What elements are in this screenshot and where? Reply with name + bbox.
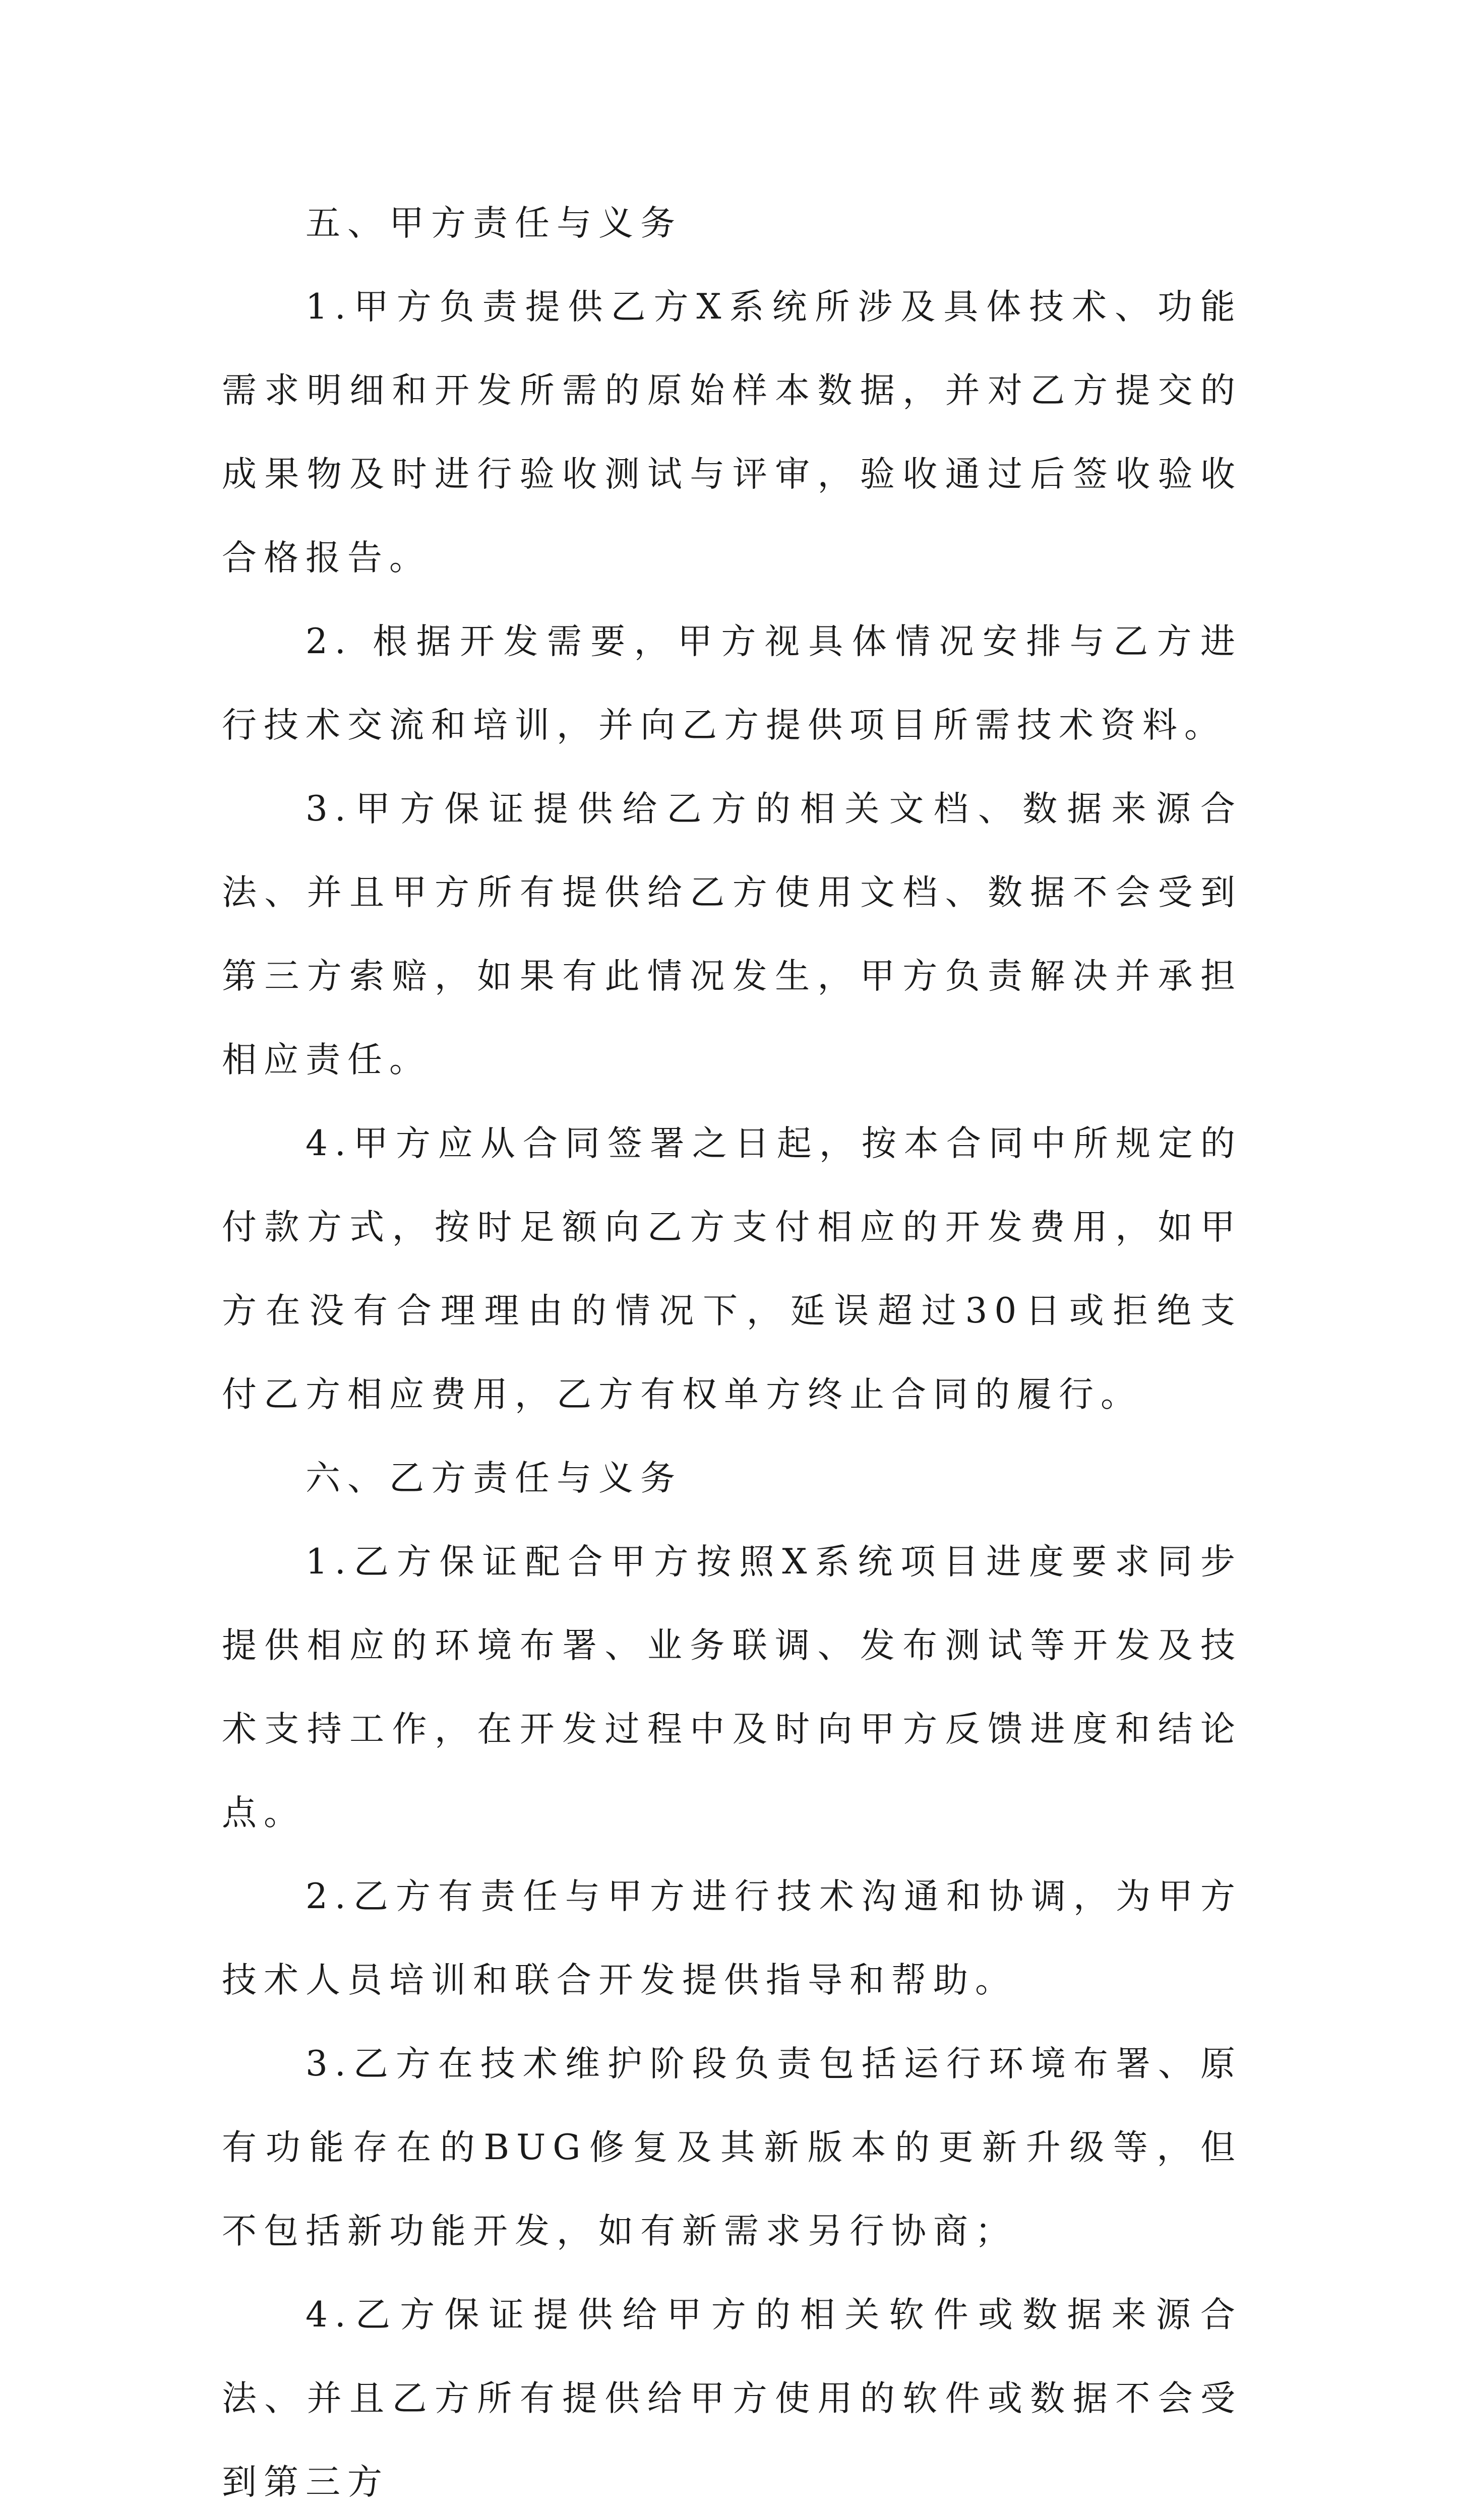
party-a-clause-1: 1.甲方负责提供乙方X系统所涉及具体技术、功能需求明细和开发所需的原始样本数据，并对乙方提交的成果物及时进行验收测试与评审，验收通过后签收验收合格报告。 [222, 287, 1242, 578]
party-b-clause-3: 3.乙方在技术维护阶段负责包括运行环境布署、原有功能存在的BUG修复及其新版本的更新升级等，但不包括新功能开发，如有新需求另行协商； [222, 2044, 1242, 2251]
party-a-clause-2: 2. 根据开发需要，甲方视具体情况安排与乙方进行技术交流和培训，并向乙方提供项目所需技术资料。 [222, 621, 1242, 745]
section-heading-party-b-duties: 六、乙方责任与义务 [306, 1458, 682, 1498]
party-b-clause-2: 2.乙方有责任与甲方进行技术沟通和协调，为甲方技术人员培训和联合开发提供指导和帮助。 [222, 1876, 1242, 2000]
party-b-clause-1: 1.乙方保证配合甲方按照X系统项目进度要求同步提供相应的环境布署、业务联调、发布测试等开发及技术支持工作，在开发过程中及时向甲方反馈进度和结论点。 [222, 1542, 1242, 1833]
party-b-clause-4: 4.乙方保证提供给甲方的相关软件或数据来源合法、并且乙方所有提供给甲方使用的软件或数据不会受到第三方 [222, 2295, 1242, 2502]
document-body [222, 181, 1242, 2520]
party-a-clause-4: 4.甲方应从合同签署之日起，按本合同中所规定的付款方式，按时足额向乙方支付相应的开发费用，如甲方在没有合理理由的情况下，延误超过30日或拒绝支付乙方相应费用，乙方有权单方终止合同的履行。 [222, 1123, 1242, 1415]
party-a-clause-3: 3.甲方保证提供给乙方的相关文档、数据来源合法、并且甲方所有提供给乙方使用文档、数据不会受到第三方索赔，如果有此情况发生，甲方负责解决并承担相应责任。 [222, 789, 1242, 1080]
section-heading-party-a-duties: 五、甲方责任与义务 [306, 203, 682, 243]
